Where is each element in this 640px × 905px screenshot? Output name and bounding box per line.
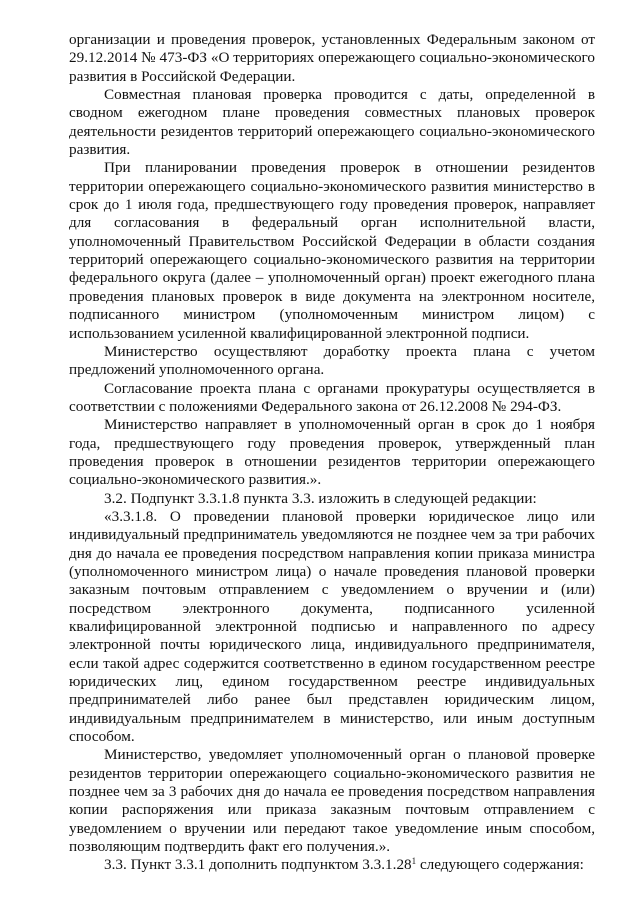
- paragraph-inspection-planning: При планировании проведения проверок в отношении резидентов территории опережающего социально-экономического развития министерство в срок до 1 июля года, предшествующего году проведения проверок, направляет для согласования в федеральный орган исполнительной власти, уполномоченный Правительством Российской Федерации в области создания территорий опережающего социально-экономического развития на территории федерального округа (далее – уполномоченный орган) проект ежегодного плана проведения плановых проверок в виде документа на электронном носителе, подписанного министром (уполномоченным министром лицом) с использованием усиленной квалифицированной электронной подписи.: [69, 159, 595, 342]
- paragraph-joint-inspection-date: Совместная плановая проверка проводится с даты, определенной в сводном ежегодном плане проведения совместных плановых проверок деятельности резидентов территорий опережающего социально-экономического развития.: [69, 86, 595, 159]
- superscript-marker: 1: [411, 856, 417, 867]
- paragraph-continuation: организации и проведения проверок, установленных Федеральным законом от 29.12.2014 № 473-ФЗ «О территориях опережающего социально-экономического развития в Российской Федерации.: [69, 31, 595, 85]
- paragraph-plan-submission: Министерство направляет в уполномоченный орган в срок до 1 ноября года, предшествующего году проведения проверок, утвержденный план проведения проверок в отношении резидентов территории опережающего социально-экономического развития.».: [69, 416, 595, 489]
- paragraph-inspection-notice: «3.3.1.8. О проведении плановой проверки юридическое лицо или индивидуальный предприниматель уведомляются не позднее чем за три рабочих дня до начала ее проведения посредством направления копии приказа министра (уполномоченного министром лица) о начале проведения плановой проверки заказным почтовым отправлением с уведомлением о вручении и (или) посредством электронного документа, подписанного усиленной квалифицированной электронной подписью и направленного по адресу электронной почты юридического лица, индивидуального предпринимателя, если такой адрес содержится соответственно в едином государственном реестре юридических лиц, едином государственном реестре индивидуальных предпринимателей либо ранее был представлен юридическим лицом, индивидуальным предпринимателем в министерство, или иным доступным способом.: [69, 507, 595, 746]
- subclause-3-3-tail: следующего содержания:: [416, 856, 584, 874]
- paragraph-authority-notice: Министерство, уведомляет уполномоченный орган о плановой проверке резидентов территории опережающего социально-экономического развития не позднее чем за 3 рабочих дня до начала ее проведения посредством направления копии распоряжения или приказа заказным почтовым отправлением с уведомлением о вручении или передают такое уведомление иным способом, позволяющим подтвердить факт его получения.».: [69, 746, 595, 856]
- paragraph-prosecutor-approval: Согласование проекта плана с органами прокуратуры осуществляется в соответствии с положениями Федерального закона от 26.12.2008 № 294-ФЗ.: [69, 379, 595, 415]
- paragraph-subclause-3-3: [69, 856, 595, 874]
- paragraph-subclause-3-2: 3.2. Подпункт 3.3.1.8 пункта 3.3. изложить в следующей редакции:: [104, 489, 537, 507]
- paragraph-plan-revision: Министерство осуществляют доработку проекта плана с учетом предложений уполномоченного органа.: [69, 342, 595, 379]
- document-page: [69, 31, 595, 875]
- subclause-3-3-text: 3.3. Пункт 3.3.1 дополнить подпунктом 3.3.1.28: [104, 856, 412, 874]
